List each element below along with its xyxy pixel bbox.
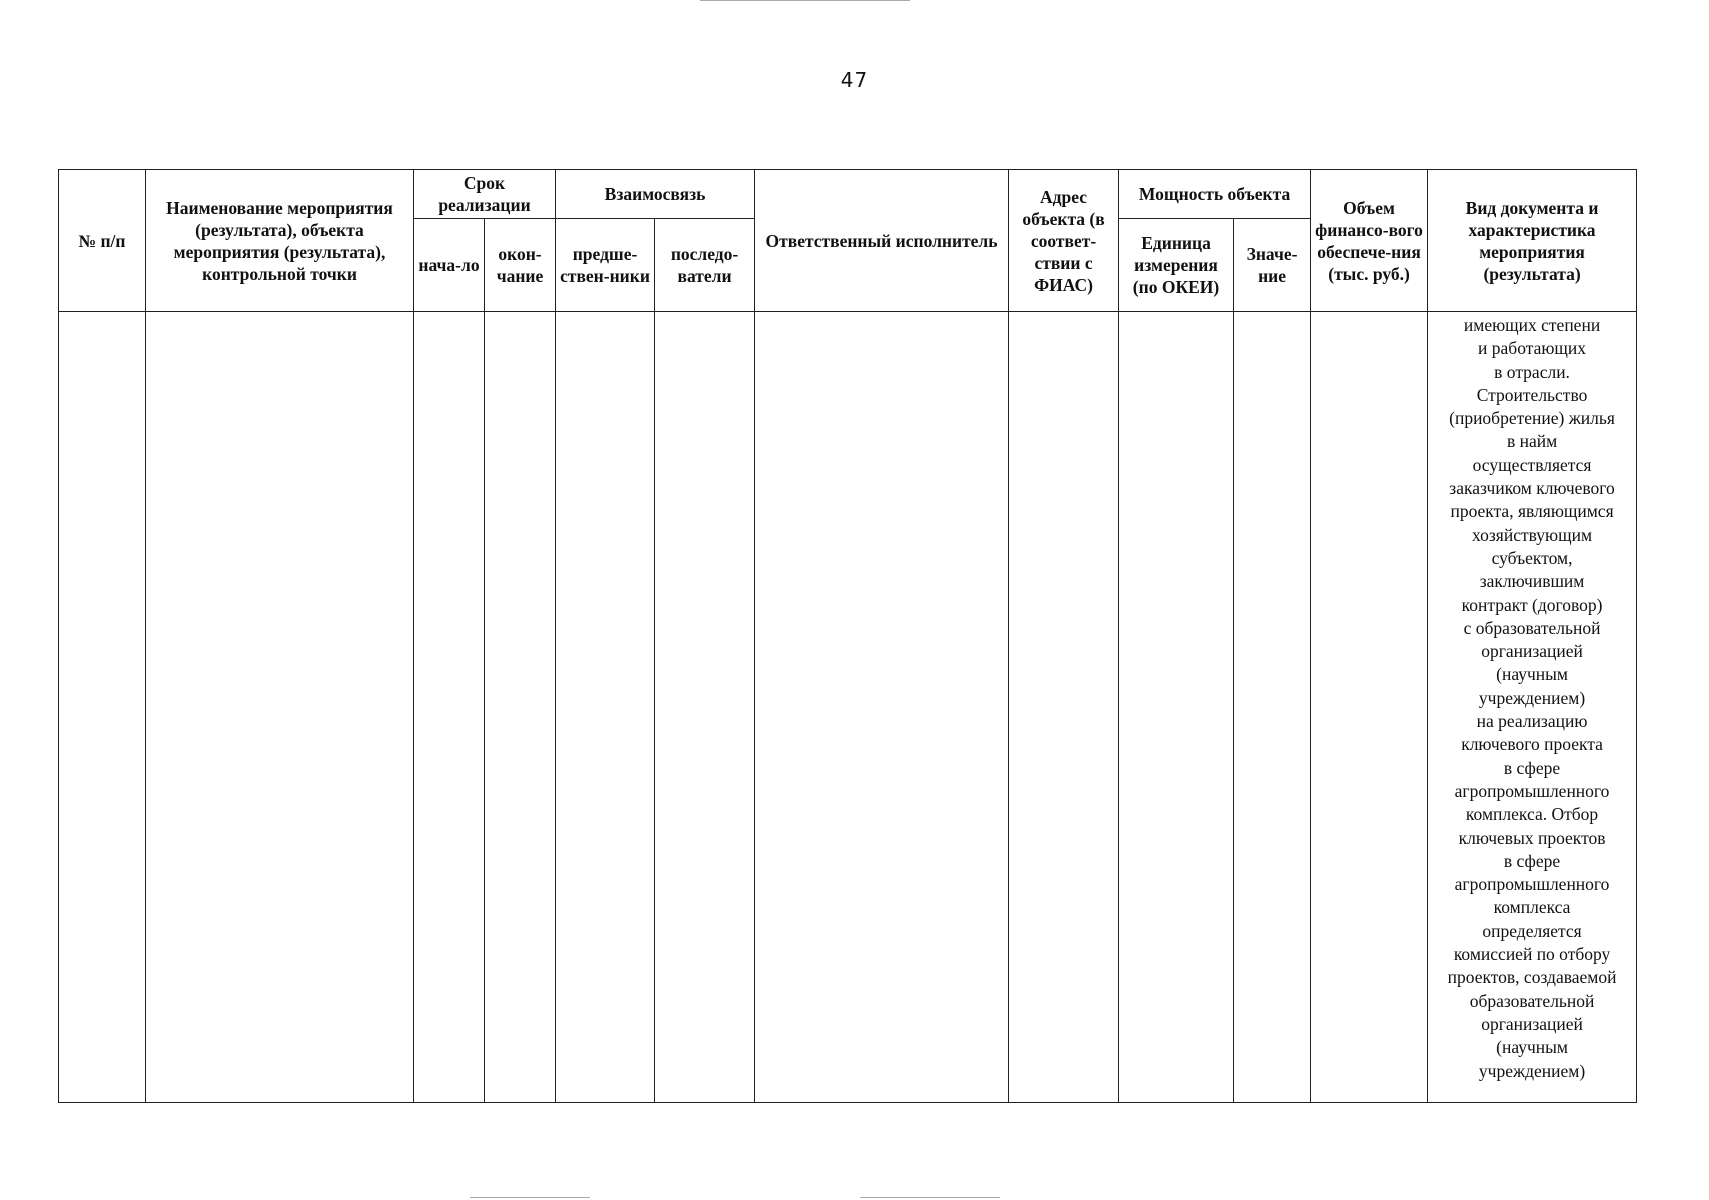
- header-number: № п/п: [59, 170, 146, 312]
- description-line: Строительство: [1476, 384, 1588, 405]
- description-line: организацией: [1481, 1013, 1583, 1034]
- description-line: в найм: [1506, 431, 1558, 452]
- description-line: комиссией по отбору: [1453, 944, 1611, 965]
- description-line: агропромышленного: [1454, 780, 1610, 801]
- description-line: с образовательной: [1463, 617, 1601, 638]
- header-relationship: Взаимосвязь: [556, 170, 755, 219]
- header-activity-name: Наименование мероприятия (результата), объекта мероприятия (результата), контрольной точки: [146, 170, 414, 312]
- description-text: [1430, 312, 1634, 1083]
- header-predecessors: предше-ствен-ники: [556, 219, 655, 312]
- description-line: в сфере: [1503, 850, 1561, 871]
- description-line: (научным: [1496, 1037, 1568, 1058]
- activity-plan-table: [58, 169, 1637, 1103]
- cell-capacity-value: [1234, 312, 1311, 1103]
- header-successors: последо-ватели: [655, 219, 755, 312]
- header-document-type: Вид документа и характеристика мероприятия (результата): [1428, 170, 1637, 312]
- description-line: проектов, создаваемой: [1447, 967, 1617, 988]
- description-line: комплекса. Отбор: [1465, 804, 1599, 825]
- header-address: Адрес объекта (в соответ-ствии с ФИАС): [1009, 170, 1119, 312]
- description-line: проекта, являющимся: [1450, 501, 1614, 522]
- header-term-end: окон-чание: [485, 219, 556, 312]
- description-line: ключевых проектов: [1458, 827, 1606, 848]
- header-term: Срок реализации: [414, 170, 556, 219]
- scan-edge-mark: [700, 0, 910, 1]
- cell-document-description: [1428, 312, 1637, 1103]
- cell-activity-name: [146, 312, 414, 1103]
- description-line: комплекса: [1493, 897, 1571, 918]
- cell-responsible: [755, 312, 1009, 1103]
- header-term-start: нача-ло: [414, 219, 485, 312]
- scan-edge-mark: [470, 1197, 590, 1198]
- header-capacity-unit: Единица измерения (по ОКЕИ): [1119, 219, 1234, 312]
- description-line: заказчиком ключевого: [1449, 478, 1615, 499]
- description-line: ключевого проекта: [1461, 734, 1603, 755]
- description-line: субъектом,: [1491, 547, 1573, 568]
- header-capacity: Мощность объекта: [1119, 170, 1311, 219]
- description-line: в отрасли.: [1494, 361, 1570, 382]
- cell-term-end: [485, 312, 556, 1103]
- description-line: имеющих степени: [1463, 315, 1601, 335]
- cell-funding: [1311, 312, 1428, 1103]
- description-line: образовательной: [1469, 990, 1595, 1011]
- description-line: организацией: [1481, 641, 1583, 662]
- description-line: хозяйствующим: [1472, 524, 1593, 545]
- description-line: заключившим: [1479, 571, 1585, 592]
- cell-term-start: [414, 312, 485, 1103]
- cell-address: [1009, 312, 1119, 1103]
- description-line: (приобретение) жилья: [1449, 408, 1615, 429]
- description-line: определяется: [1482, 920, 1582, 941]
- description-line: на реализацию: [1476, 711, 1588, 732]
- description-line: и работающих: [1478, 338, 1587, 359]
- description-line: агропромышленного: [1454, 874, 1610, 895]
- cell-predecessors: [556, 312, 655, 1103]
- description-line: учреждением): [1478, 687, 1586, 708]
- header-responsible: Ответственный исполнитель: [755, 170, 1009, 312]
- table-header-row: [59, 170, 1637, 219]
- description-line: контракт (договор): [1461, 594, 1603, 615]
- description-line: учреждением): [1478, 1060, 1586, 1081]
- page-number: 47: [840, 68, 869, 92]
- header-funding: Объем финансо-вого обеспече-ния (тыс. руб.): [1311, 170, 1428, 312]
- cell-capacity-unit: [1119, 312, 1234, 1103]
- cell-successors: [655, 312, 755, 1103]
- scan-edge-mark: [860, 1197, 1000, 1198]
- description-line: осуществляется: [1472, 454, 1592, 475]
- header-capacity-value: Значе-ние: [1234, 219, 1311, 312]
- description-line: (научным: [1496, 664, 1568, 685]
- table-row: [59, 312, 1637, 1103]
- cell-number: [59, 312, 146, 1103]
- description-line: в сфере: [1503, 757, 1561, 778]
